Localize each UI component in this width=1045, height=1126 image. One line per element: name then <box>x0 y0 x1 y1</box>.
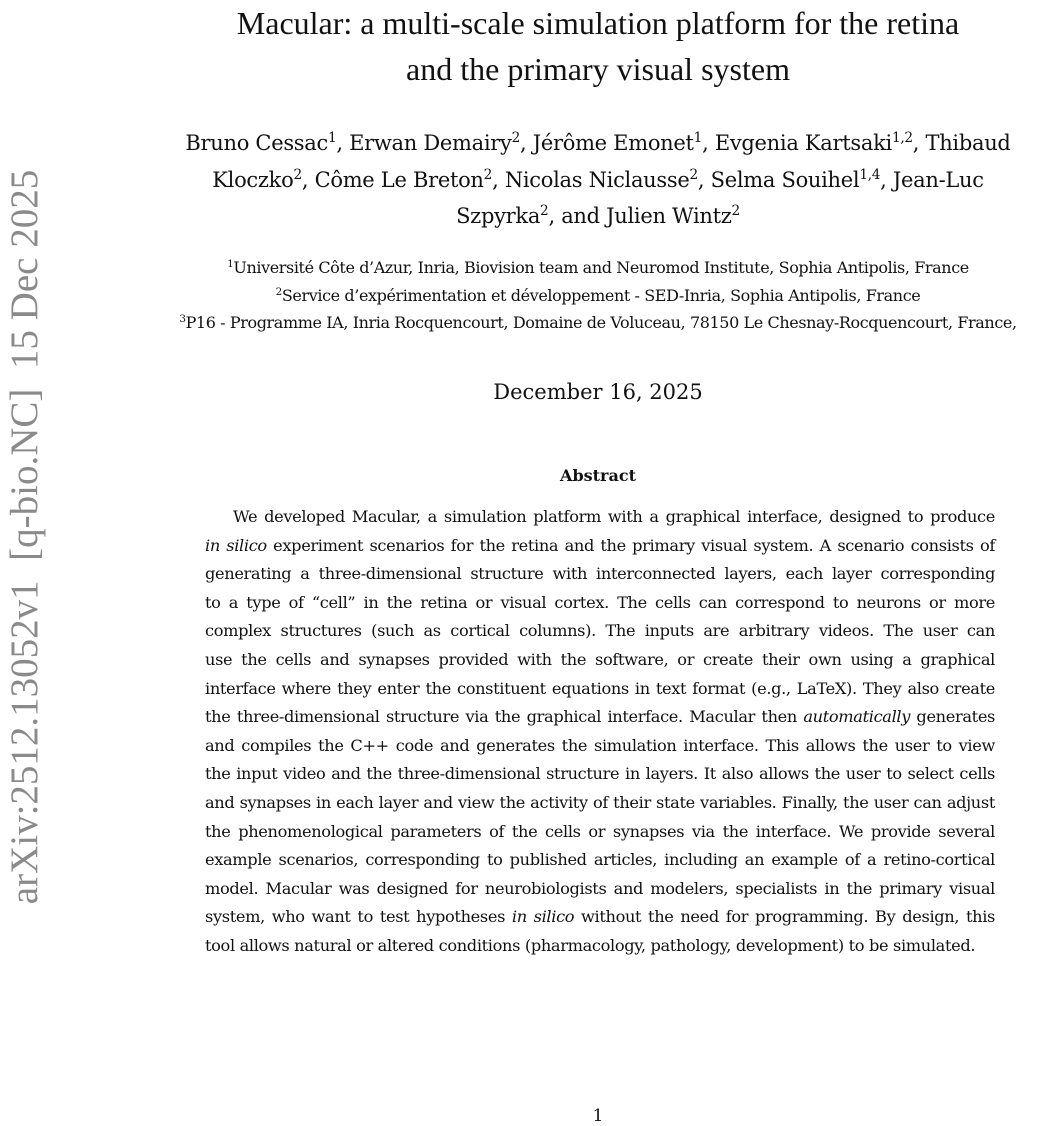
affiliation-superscript: 2 <box>540 202 549 219</box>
author-text: , Côme Le Breton <box>301 167 484 192</box>
abstract-text: to a type of “cell” in the retina or visual cortex. The cells can correspond to neurons or more <box>205 592 995 612</box>
affiliation-superscript: 2 <box>511 129 520 146</box>
abstract-text: use the cells and synapses provided with the software, or create their own using a graphical <box>205 649 995 669</box>
title-line: and the primary visual system <box>406 51 790 87</box>
author-text: Kloczko <box>212 167 294 192</box>
abstract-line <box>205 732 995 761</box>
affiliation-superscript: 2 <box>689 166 698 183</box>
abstract-text: and compiles the C++ code and generates the simulation interface. This allows the user to view <box>205 735 995 755</box>
abstract-body <box>205 503 995 961</box>
author-text: , Jérôme Emonet <box>519 131 694 155</box>
affiliation-line <box>150 282 1045 310</box>
abstract-text: generating a three-dimensional structure with interconnected layers, each layer corresponding <box>205 564 995 584</box>
affiliation-superscript: 3 <box>179 312 186 325</box>
abstract-text: tool allows natural or altered conditions (pharmacology, pathology, development) to be simulated. <box>205 935 976 955</box>
abstract-line <box>205 846 995 875</box>
abstract-text: the input video and the three-dimensional structure in layers. It also allows the user to select cells <box>205 764 995 784</box>
italic-text: in silico <box>511 907 575 927</box>
affiliation-superscript: 2 <box>483 166 493 183</box>
author-text: , Evgenia Kartsaki <box>702 131 892 155</box>
abstract-line <box>205 503 995 532</box>
abstract-text: the phenomenological parameters of the cells or synapses via the interface. We provide several <box>205 821 995 841</box>
author-line <box>150 198 1045 235</box>
abstract-line <box>205 675 995 704</box>
affiliation-superscript: 2 <box>293 166 302 183</box>
affiliation-text: Université Côte d’Azur, Inria, Biovision team and Neuromod Institute, Sophia Antipolis, France <box>233 258 969 277</box>
affiliation-superscript: 1,4 <box>859 166 881 183</box>
abstract-text: generates <box>910 707 996 727</box>
italic-text: in silico <box>205 535 267 555</box>
title-line: Macular: a multi-scale simulation platform for the retina <box>236 5 960 41</box>
abstract-line <box>205 875 995 904</box>
abstract-line <box>205 903 995 932</box>
affiliations <box>150 254 1045 337</box>
author-line <box>150 125 1045 162</box>
affiliation-line <box>150 254 1045 282</box>
abstract-text: and synapses in each layer and view the activity of their state variables. Finally, the user can adjust <box>205 792 995 812</box>
author-text: , Selma Souihel <box>697 167 860 192</box>
abstract-text: example scenarios, corresponding to published articles, including an example of a retino-cortical <box>205 850 995 870</box>
abstract-text: experiment scenarios for the retina and the primary visual system. A scenario consists of <box>266 535 995 555</box>
abstract-text: system, who want to test hypotheses <box>205 907 512 927</box>
abstract-line <box>205 560 995 589</box>
affiliation-line <box>150 309 1045 337</box>
arxiv-stamp: arXiv:2512.13052v1 [q-bio.NC] 15 Dec 2025 <box>3 169 46 905</box>
abstract-heading: Abstract <box>560 466 636 485</box>
affiliation-superscript: 1 <box>693 129 703 146</box>
abstract-text: without the need for programming. By design, this <box>574 907 996 927</box>
author-text: , Jean-Luc <box>880 167 984 192</box>
abstract-line <box>205 589 995 618</box>
abstract-text: the three-dimensional structure via the graphical interface. Macular then <box>205 707 804 727</box>
page-number: 1 <box>592 1106 604 1126</box>
author-line <box>150 162 1045 199</box>
abstract-line <box>205 617 995 646</box>
author-text: , Nicolas Niclausse <box>492 167 690 192</box>
abstract-line <box>205 703 995 732</box>
abstract-line <box>205 760 995 789</box>
author-list <box>150 125 1045 235</box>
abstract-line <box>205 789 995 818</box>
affiliation-superscript: 2 <box>275 285 282 298</box>
affiliation-superscript: 1 <box>327 129 337 146</box>
author-text: Bruno Cessac <box>185 131 328 155</box>
abstract-line <box>205 646 995 675</box>
abstract-text: interface where they enter the constituent equations in text format (e.g., LaTeX). They also create <box>205 678 995 698</box>
abstract-line <box>205 532 995 561</box>
author-text: , Erwan Demairy <box>336 131 512 155</box>
affiliation-text: P16 - Programme IA, Inria Rocquencourt, Domaine de Voluceau, 78150 Le Chesnay-Rocquencourt, France, <box>185 313 1017 332</box>
paper-title <box>150 0 1045 92</box>
abstract-line <box>205 818 995 847</box>
affiliation-superscript: 2 <box>731 202 740 219</box>
date: December 16, 2025 <box>493 380 703 404</box>
affiliation-superscript: 1 <box>227 257 234 270</box>
italic-text: automatically <box>803 707 911 727</box>
abstract-text: model. Macular was designed for neurobiologists and modelers, specialists in the primary visual <box>205 878 995 898</box>
abstract-line <box>205 932 995 961</box>
affiliation-text: Service d’expérimentation et développement - SED-Inria, Sophia Antipolis, France <box>281 285 921 305</box>
author-text: , and Julien Wintz <box>548 204 732 228</box>
abstract-text: complex structures (such as cortical columns). The inputs are arbitrary videos. The user can <box>205 621 995 641</box>
author-text: Szpyrka <box>456 204 541 228</box>
author-text: , Thibaud <box>912 131 1011 155</box>
affiliation-superscript: 1,2 <box>891 129 913 146</box>
abstract-text: We developed Macular, a simulation platform with a graphical interface, designed to produce <box>233 507 995 526</box>
